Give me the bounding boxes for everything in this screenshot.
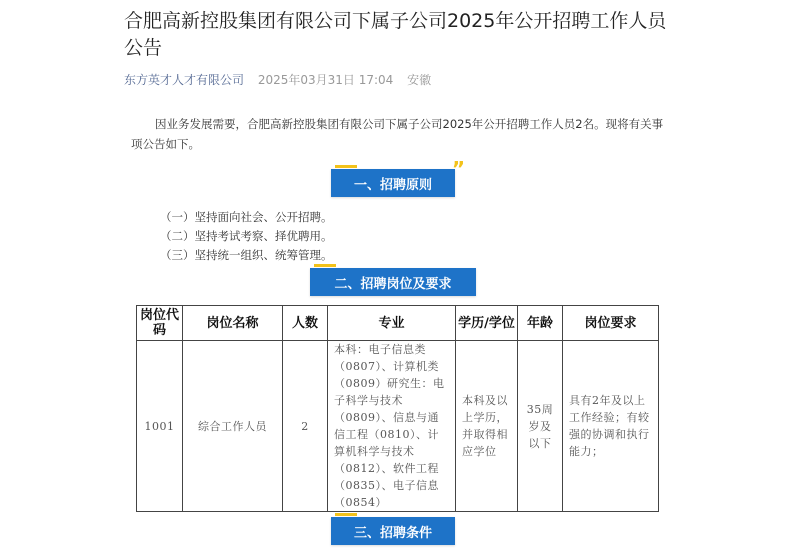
header-code: 岗位代码: [137, 306, 183, 341]
header-age: 年龄: [518, 306, 563, 341]
section-banner-principles: [331, 157, 465, 197]
header-count: 人数: [283, 306, 328, 341]
principles-list: [160, 208, 333, 265]
section-banner-conditions: [331, 517, 455, 545]
principle-item: （一）坚持面向社会、公开招聘。: [160, 210, 333, 224]
cell-requirement: 具有2年及以上工作经验；有较强的协调和执行能力；: [563, 341, 659, 512]
table-header-row: [137, 306, 659, 341]
section-title-conditions: 三、招聘条件: [353, 525, 432, 541]
positions-table: [136, 305, 659, 512]
banner-accent-bar: [335, 165, 357, 168]
header-major: 专业: [328, 306, 456, 341]
article-meta: [124, 71, 431, 88]
publish-time: 2025年03月31日 17:04: [257, 73, 394, 87]
cell-education: 本科及以上学历，并取得相应学位: [456, 341, 518, 512]
principle-item: （三）坚持统一组织、统筹管理。: [160, 248, 333, 262]
region-label: 安徽: [407, 73, 432, 87]
source-link[interactable]: 东方英才人才有限公司: [124, 73, 245, 87]
banner-accent-bar: [335, 513, 357, 516]
header-name: 岗位名称: [183, 306, 283, 341]
header-education: 学历/学位: [456, 306, 518, 341]
article-title: 合肥高新控股集团有限公司下属子公司2025年公开招聘工作人员公告: [124, 10, 667, 59]
section-title-positions: 二、招聘岗位及要求: [334, 276, 452, 292]
table-row: [137, 341, 659, 512]
principle-item: （二）坚持考试考察、择优聘用。: [160, 229, 333, 243]
cell-age: 35周岁及以下: [518, 341, 563, 512]
section-banner-positions: [310, 268, 476, 296]
header-requirement: 岗位要求: [563, 306, 659, 341]
cell-name: 综合工作人员: [183, 341, 283, 512]
intro-paragraph: 因业务发展需要，合肥高新控股集团有限公司下属子公司2025年公开招聘工作人员2名。现将有关事项公告如下。: [131, 117, 664, 151]
cell-code: 1001: [137, 341, 183, 512]
quote-mark-icon: ”: [451, 157, 465, 181]
banner-accent-bar: [314, 264, 336, 267]
cell-count: 2: [283, 341, 328, 512]
section-title-principles: 一、招聘原则: [353, 177, 432, 193]
cell-major: 本科：电子信息类（0807）、计算机类（0809）研究生：电子科学与技术（0809）、信息与通信工程（0810）、计算机科学与技术（0812）、软件工程（0835）、电子信息（0854）: [328, 341, 456, 512]
